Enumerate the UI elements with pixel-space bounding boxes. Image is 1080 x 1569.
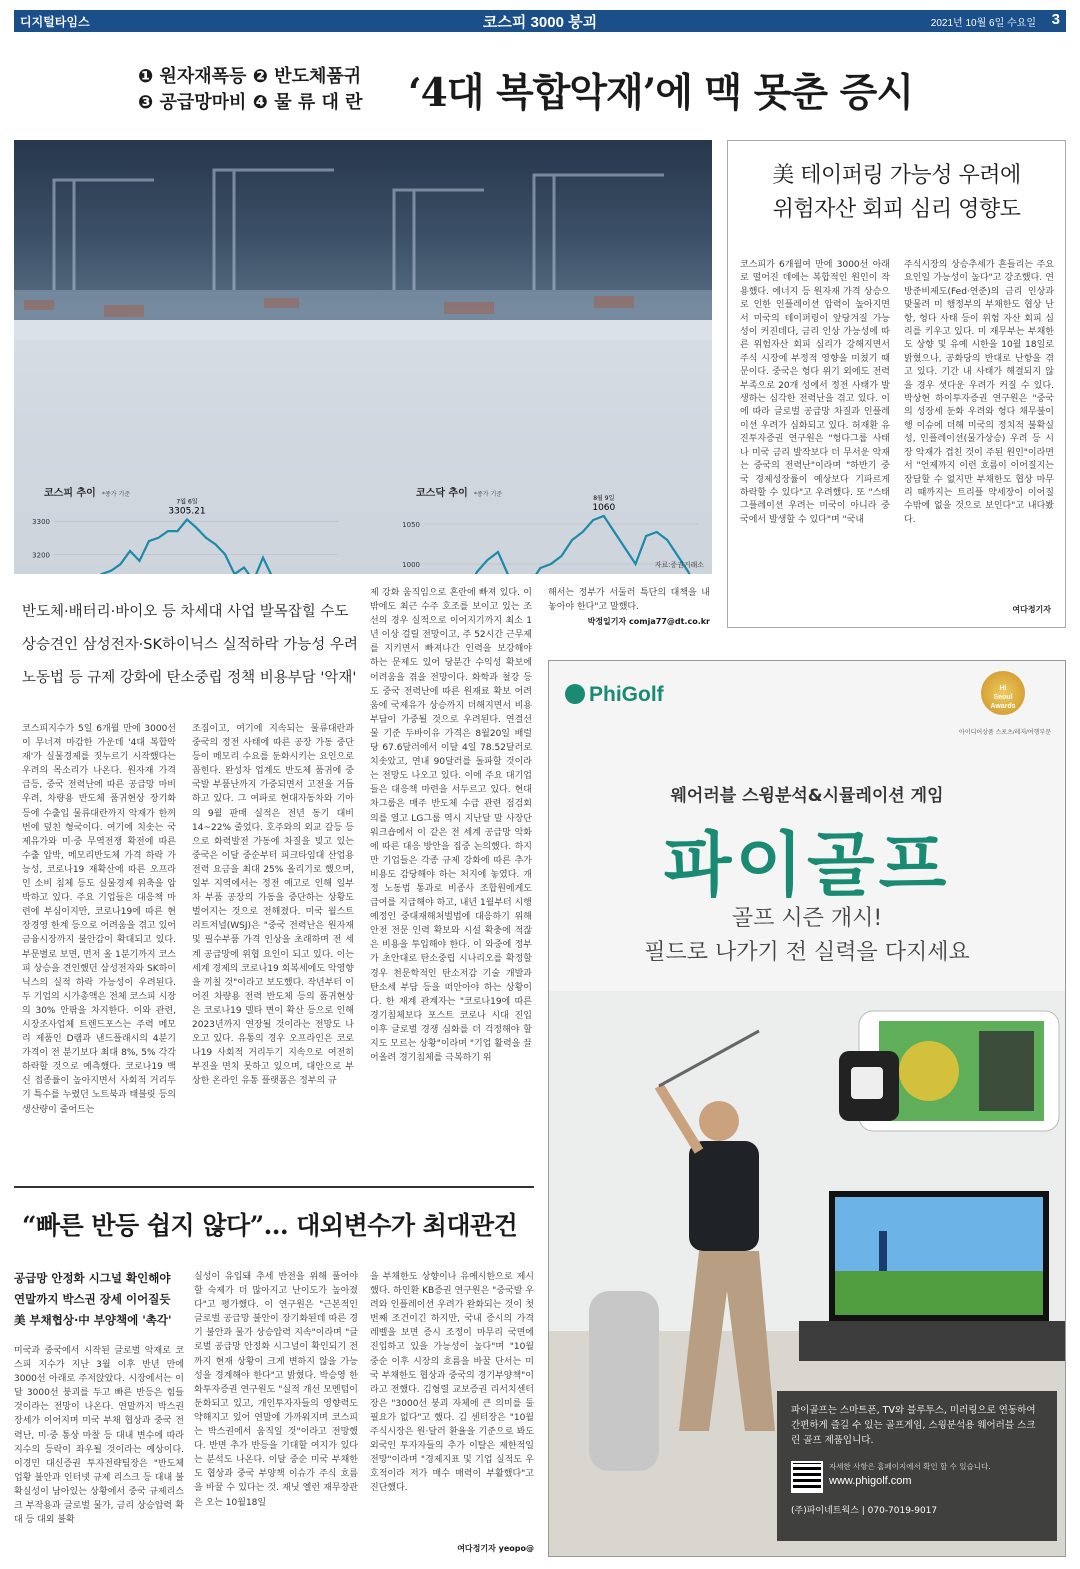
data-point bbox=[487, 559, 489, 561]
main-article-column-3: 제 강화 움직임으로 혼란에 빠져 있다. 이 밖에도 최근 수주 호조를 보이고 있는 조선의 경우 실적으로 이어지기까지 최소 1년 이상 걸릴 전망이고, 주 52시간 근무제를 지키면서 빠져나간 인력을 보강해야 하는 문제도 있어 당분간 수익성 확보에 어려움을 겪을 전망이다. 화학과 철강 등도 중국 전력난에 따른 원재료 확보 어려움에 국제유가 상승까지 더해지면서 비용 부담이 가중될 것으로 우려된다. 연결선물 기준 두바이유 가격은 8월20일 배럴 당 67.6달러에서 이달 4일 78.52달러로 치솟았고, 연내 90달러를 돌파할 것이라는 전망도 나오고 있다. 이에 주요 대기업들은 대응책 마련을 서두르고 있다. 현대차그룹은 매주 반도체 수급 관련 점검회의를 열고 LG그룹 역시 지난달 말 사장단 워크숍에서 이 같은 전 세계 공급망 악화에 따른 대응 방안을 집중 논의했다. 하지만 기업들은 각종 규제 강화에 따른 추가 비용도 감당해야 하는 처지에 놓였다. 개정 노동법 통과로 비종사 조합원에게도 급여를 지급해야 하고, 내년 1월부터 시행 예정인 중대재해처벌법에 대응하기 위해 안전 전문 인력 확보와 시설 확충에 적잖은 비용을 투입해야 한다. 이 와중에 정부가 초안대로 탄소중립 시나리오를 확정할 경우 천문학적인 탄소저감 기술 개발과 탄소세 부담 등을 떠안아야 하는 상황이다. 한 재계 관계자는 "코로나19에 따른 경기침체보다 포스트 코로나 시대 진입 이후 글로벌 경쟁 심화를 더 걱정해야 할 지도 모르는 상황"이라며 "기업 활력을 끌어올려 경기침체를 극복하기 위 bbox=[370, 588, 532, 1064]
issue-date: 2021년 10월 6일 수요일 bbox=[930, 18, 1036, 29]
second-subhead-3: 美 부채협상·中 부양책에 '촉각' bbox=[14, 1313, 172, 1327]
headline-kickers bbox=[138, 64, 388, 116]
second-article-subheads bbox=[14, 1268, 184, 1331]
data-point bbox=[603, 515, 605, 517]
data-point bbox=[205, 537, 207, 539]
main-article-column-1: 코스피지수가 5일 6개월 만에 3000선이 무너져 마감한 가운데 '4대 복합악재'가 실물경제를 짓누르기 시작했다는 우려의 목소리가 나온다. 원자재 가격 급등, 중국 전력난에 따른 공급망 마비 우려, 차량용 반도체 품귀현상 장기화 등에 수출입 물류대란까지 악재가 한꺼번에 덮친 형국이다. 여기에 치솟는 국제유가와 미·중 무역전쟁 확전에 따른 수출 압박, 메모리반도체 가격 하락 가능성, 코로나19 재확산에 따른 오프라인 소비 침체 등도 실물경제 위축을 압박하고 있다. 주요 기업들은 대응책 마련에 부심이지만, 코로나19에 따른 현장경영 한계 등으로 어려움을 겪고 있어 금융시장까지 불안감이 확대되고 있다. 부문별로 보면, 먼저 올 1분기까지 코스피 상승을 견인했던 삼성전자와 SK하이닉스의 실적 하락 가능성이 우려된다. 두 기업의 시가총액은 전체 코스피 시장의 30% 안팎을 차지한다. 이와 관련, 시장조사업체 트렌드포스는 주력 메모리 제품인 D램과 낸드플래시의 4분기 가격이 전 분기보다 최대 8%, 5% 각각 하락할 것으로 예측했다. 코로나19 백신 접종률이 높아지면서 사회적 거리두기 특수를 누렸던 노트북과 태블릿 등의 생산량이 줄어드는 bbox=[22, 724, 176, 1115]
sidebar-title-line-1: 美 테이퍼링 가능성 우려에 bbox=[772, 163, 1021, 188]
main-headline: ‘4대 복합악재’에 맥 못춘 증시 bbox=[408, 70, 914, 116]
tv-illustration bbox=[799, 1191, 1066, 1361]
second-subhead-2: 연말까지 박스권 장세 이어질듯 bbox=[14, 1292, 171, 1306]
data-point bbox=[148, 540, 150, 542]
data-point bbox=[624, 547, 626, 549]
data-point bbox=[550, 563, 552, 565]
port-photo-with-charts bbox=[14, 140, 712, 574]
sidebar-byline: 여다정기자 bbox=[1012, 605, 1051, 614]
award-badge: Hi Seoul Awards bbox=[981, 671, 1025, 715]
article-subheads bbox=[22, 596, 358, 695]
annotation-high-value: 3305.21 bbox=[168, 506, 206, 517]
data-point bbox=[613, 531, 615, 533]
sidebar-column-1: 코스피가 6개월여 만에 3000선 아래로 떨어진 데에는 복합적인 원인이 작용했다. 에너지 등 원자재 가격 상승으로 인한 인플레이션 압력이 높아지면서 미국의 테이퍼링이 앞당겨질 가능성이 커진데다, 금리 인상 가능성에 따른 위험자산 회피 심리가 강해지면서 주식 시장에 부정적 영향을 미쳤기 때문이다. 중국은 헝다 위기 외에도 전력부족으로 20개 성에서 정전 사태가 발생하는 심각한 전력난을 겪고 있다. 이에 따라 글로벌 공급망 차질과 인플레이션 우려가 심화되고 있다. 허재환 유진투자증권 연구원은 "헝다그룹 사태나 미국 금리 발작보다 더 무서운 악재는 중국의 전력난"이라며 "하반기 중국 경제성장률이 예상보다 기파르게 하락할 수 있다"고 우려했다. 또 "스태그플레이션 우려는 미국이 아니라 중국에서 발생할 수 있다"며 "국내 bbox=[740, 260, 890, 525]
section-title: 코스피 3000 붕괴 bbox=[482, 14, 598, 31]
qr-caption: 자세한 사항은 홈페이지에서 확인 할 수 있습니다. bbox=[829, 1462, 991, 1471]
data-point bbox=[656, 531, 658, 533]
ad-description: 파이골프는 스마트폰, TV와 블루투스, 미러링으로 연동하여 간편하게 즐길 수 있는 골프게임, 스윙분석용 웨어러블 스크린 골프 제품입니다. bbox=[791, 1405, 1036, 1446]
data-point bbox=[177, 530, 179, 532]
main-article-column-2: 조짐이고, 여기에 지속되는 물류대란과 중국의 정전 사태에 따른 공장 가동 중단 등이 메모리 수요를 둔화시키는 요인으로 꼽힌다. 완성차 업계도 반도체 품귀에 중국발 부품난까지 가중되면서 고전을 거듭하고 있다. 그 여파로 현대자동차와 기아의 9월 판매 실적은 전년 동기 대비 14~22% 줄었다. 호주와의 외교 갈등 등으로 화력발전 가동에 차질을 빚고 있는 중국은 이달 중순부터 피크타임대 산업용 전력 요금을 최대 25% 올리기로 했으며, 일부 지역에서는 정전 예고로 인해 일부 차 부품 공장의 가동을 중단하는 상황도 벌어지는 것으로 전해졌다. 미국 월스트리트저널(WSJ)은 "중국 전력난은 원자재 및 필수부품 가격 인상을 초래하며 전 세계 공급망에 위협 요인이 되고 있다. 이는 세계 경제의 코로나19 회복세에도 악영향을 끼칠 것"이라고 보도했다. 작년부터 이어진 차량용 전력 반도체 등의 품귀현상은 코로나19 델타 변이 확산 등으로 인해 2023년까지 연장될 것이라는 전망도 나오고 있다. 유통의 경우 오프라인은 코로나19 사회적 거리두기 지속으로 여전히 부진을 면치 못하고 있으며, 대안으로 부상한 온라인 유통 플랫폼은 정부의 규 bbox=[192, 724, 354, 1087]
data-point bbox=[677, 555, 679, 557]
ad-website-link[interactable]: www.phigolf.com bbox=[829, 1475, 912, 1487]
annotation-high-date: 8월 9일 bbox=[593, 495, 615, 502]
data-point bbox=[539, 567, 541, 569]
ad-company-contact: (주)파이네트웍스 | 070-7019-9017 bbox=[791, 1506, 938, 1516]
data-point bbox=[224, 553, 226, 555]
y-tick-label: 3300 bbox=[32, 518, 50, 527]
sidebar-title bbox=[728, 159, 1065, 227]
data-point bbox=[110, 570, 112, 572]
chart-subtitle-0: *종가 기준 bbox=[102, 491, 131, 498]
sidebar-body bbox=[740, 259, 1054, 527]
qr-code-icon[interactable] bbox=[791, 1461, 823, 1493]
ad-headline-2: 필드로 나가기 전 실력을 다지세요 bbox=[644, 940, 970, 965]
data-point bbox=[497, 551, 499, 553]
ad-brand-name: 파이골프 bbox=[663, 824, 951, 906]
data-point bbox=[582, 531, 584, 533]
sidebar-title-line-2: 위험자산 회피 심리 영향도 bbox=[772, 197, 1021, 222]
y-tick-label: 1000 bbox=[402, 561, 420, 569]
index-charts bbox=[14, 140, 712, 574]
page-number: 3 bbox=[1051, 11, 1060, 28]
data-point bbox=[215, 543, 217, 545]
kicker-line-1: ❶ 원자재폭등 ❷ 반도체품귀 bbox=[138, 66, 362, 87]
main-article-byline: 박정일기자 comja77@dt.co.kr bbox=[587, 617, 710, 626]
chart-title-0: 코스피 추이 bbox=[44, 488, 96, 499]
data-point bbox=[666, 539, 668, 541]
data-point bbox=[571, 539, 573, 541]
phigolf-advertisement[interactable] bbox=[548, 660, 1066, 1557]
award-caption: 아이디어상품 스포츠/레저/여행부문 bbox=[959, 730, 1051, 736]
annotation-high-value: 1060 bbox=[592, 503, 616, 513]
data-point bbox=[635, 563, 637, 565]
data-point bbox=[561, 555, 563, 557]
data-point bbox=[645, 535, 647, 537]
annotation-high-date: 7월 6일 bbox=[176, 498, 198, 506]
data-point bbox=[129, 550, 131, 552]
data-point bbox=[688, 571, 690, 573]
phigolf-logo: PhiGolf bbox=[565, 683, 664, 707]
data-point bbox=[243, 567, 245, 569]
second-article-column-3: 을 부채한도 상향이나 유예시한으로 제시했다. 하인환 KB증권 연구원은 "중국발 우려와 인플레이션 우려가 완화되는 것이 첫 번째 조건이긴 하지만, 국내 증시의 가격 레벨을 보면 증시 조정이 마무리 국면에 진입하고 있을 가능성이 높다"며 "10월 중순 이후 시장의 흐름을 바꿀 단서는 미국 부채한도 협상과 중국의 경기부양책"이라고 전했다. 김형렬 교보증권 리서치센터장은 "3000선 붕괴 자체에 큰 의미를 둘 필요가 없다"고 했다. 김 센터장은 "10월 주식시장은 원·달러 환율을 기준으로 봐도 외국인 투자자들의 추가 이탈은 제한적일 전망"이라며 "경제지표 및 기업 실적도 우호적이라 저가 매수 매력이 부활했다"고 진단했다. bbox=[370, 1272, 534, 1494]
phigolf-logo-icon bbox=[565, 684, 585, 704]
sidebar-column-2: 주식시장의 상승추세가 흔들리는 주요 요인일 가능성이 높다"고 강조했다. 연방준비제도(Fed·연준)의 금리 인상과 맞물려 미 행정부의 부채한도 협상 난항, 헝다 사태 등이 위험 자산 회피 심리를 키우고 있다. 미 재무부는 부채한도 상향 및 유예 시한을 10월 18일로 밝혔으나, 공화당의 반대로 난항을 겪고 있다. 기간 내 사태가 해결되지 않을 경우 셧다운 우려가 커질 수 있다. 박상현 하이투자증권 연구원은 "중국의 성장세 둔화 우려와 헝다 채무불이행 이슈에 더해 미국의 정치적 불확실성, 인플레이션(물가상승) 우려 등 시장 악재가 겹친 것이 주된 원인"이라면서 "언제까지 이런 흐름이 이어질지는 장담할 수 없지만 부채한도 협상 마무리 때까지는 트리플 약세장이 이어질 수밖에 없을 것으로 보인다"고 내다봤다. bbox=[904, 260, 1054, 525]
subhead-3: 노동법 등 규제 강화에 탄소중립 정책 비용부담 '악재' bbox=[22, 670, 357, 686]
second-article-column-2: 실성이 유입돼 추세 반전을 위해 풀어야 할 숙제가 더 많아지고 난이도가 높아졌다"고 평가했다. 이 연구원은 "근본적인 글로벌 공급망 불안이 장기화된데 따른 경기 불안과 물가 상승압력 지속"이라며 "글로벌 공급망 안정화 시그널이 확인되기 전까지 현재 상황이 크게 변하지 않을 가능성을 경계해야 한다"고 밝혔다. 박승영 한화투자증권 연구원도 "실적 개선 모멘텀이 둔화되고 있고, 개인투자자들의 영향력도 약해지고 있어 연말에 가까워지며 코스피는 박스권에서 움직일 것"이라고 전망했다. 반면 추가 반등을 기대할 여지가 있다는 분석도 나온다. 이달 중순 미국 부채한도 협상과 중국 부양책 이슈가 주식 흐름을 바꿀 수 있다는 것. 재닛 옐런 재무장관은 오는 10월18일 bbox=[194, 1272, 358, 1508]
second-article-byline: 여다정기자 yeopo@ bbox=[457, 1544, 534, 1553]
data-point bbox=[196, 527, 198, 529]
page-header-bar bbox=[14, 10, 1066, 32]
kicker-line-2: ❸ 공급망마비 ❹ 물 류 대 란 bbox=[138, 92, 363, 113]
subhead-2: 상승견인 삼성전자·SK하이닉스 실적하락 가능성 우려 bbox=[22, 637, 358, 653]
data-point bbox=[167, 530, 169, 532]
data-point bbox=[158, 537, 160, 539]
ad-headline-1: 골프 시즌 개시! bbox=[731, 906, 883, 931]
chart-subtitle-1: *종가 기준 bbox=[474, 491, 503, 498]
second-subhead-1: 공급망 안정화 시그널 확인해야 bbox=[14, 1271, 171, 1285]
subhead-1: 반도체·배터리·바이오 등 차세대 사업 발목잡힐 수도 bbox=[22, 604, 349, 620]
data-point bbox=[120, 563, 122, 565]
y-tick-label: 3200 bbox=[32, 551, 50, 560]
data-point bbox=[139, 560, 141, 562]
chart-source-credit: 자료:증권거래소 bbox=[654, 562, 704, 569]
ad-info-box bbox=[777, 1391, 1057, 1541]
second-article-headline: “빠른 반등 쉽지 않다”… 대외변수가 최대관건 bbox=[22, 1211, 518, 1240]
data-point bbox=[262, 557, 264, 559]
ad-tagline: 웨어러블 스윙분석&시뮬레이션 게임 bbox=[670, 786, 944, 806]
chart-title-1: 코스닥 추이 bbox=[416, 488, 468, 499]
sidebar-article bbox=[727, 140, 1066, 628]
newspaper-name: 디지털타임스 bbox=[20, 15, 90, 29]
main-article-column-4: 해서는 정부가 서둘러 특단의 대책을 내놓아야 한다"고 말했다. bbox=[548, 588, 710, 613]
section-divider bbox=[14, 1186, 534, 1188]
data-point bbox=[592, 519, 594, 521]
y-tick-label: 1050 bbox=[402, 521, 420, 529]
second-article-column-1: 미국과 중국에서 시작된 글로벌 악재로 코스피 지수가 지난 3월 이후 반년 만에 3000선 아래로 주저앉았다. 시장에서는 이달 3000선 붕괴를 두고 빠른 반등은 힘들 것이라는 전망이 나온다. 연말까지 박스권 장세가 이어지며 미국 부채 협상과 중국 전력난, 미·중 통상 마찰 등 대내 변수에 따라 지수의 등락이 좌우될 것이라는 예상이다. 이경민 대신증권 투자전략팀장은 "반도체 업황 불안과 인터넷 규제 리스크 등 대내 불확실성이 남아있는 상황에서 중국 규제리스크 부작용과 글로벌 물가, 금리 상승압력 확대 등 대외 불확 bbox=[14, 1346, 184, 1526]
data-point bbox=[476, 571, 478, 573]
data-point bbox=[186, 519, 188, 521]
